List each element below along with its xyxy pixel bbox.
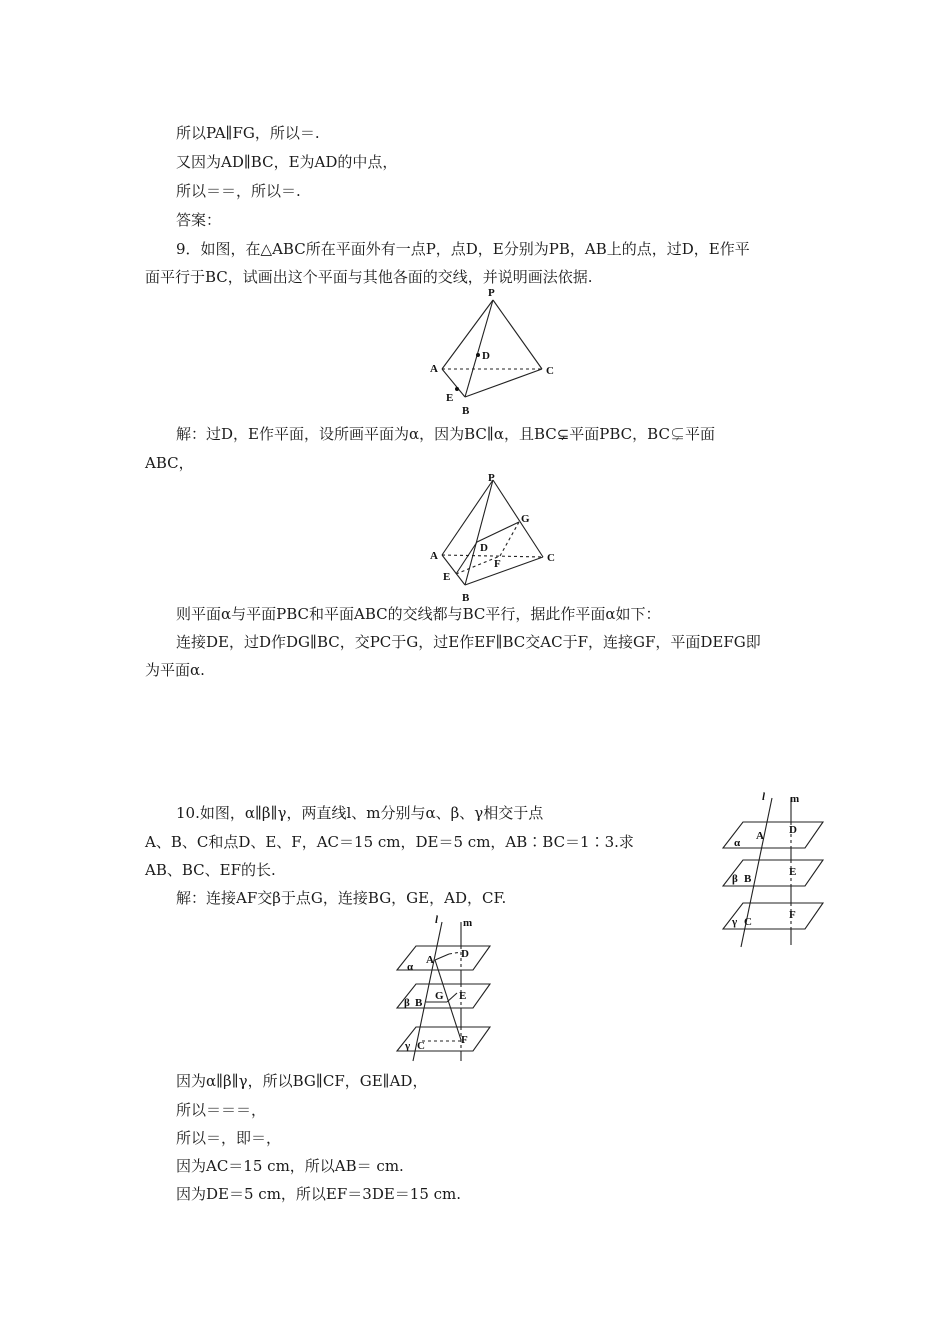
solution-9-line-1: 解：过D，E作平面，设所画平面为α，因为BC∥α，且BC⊊平面PBC，BC⊊平面 — [176, 425, 715, 443]
problem-10-line-1: 10.如图，α∥β∥γ，两直线l、m分别与α、β、γ相交于点 — [176, 804, 544, 822]
label-F: F — [789, 909, 796, 921]
tetrahedron-section-drawing — [420, 470, 570, 605]
label-G: G — [435, 990, 444, 1002]
plane-gamma-label: γ — [405, 1040, 411, 1052]
problem-10-line-3: AB、BC、EF的长. — [145, 861, 276, 879]
line-m-label: m — [790, 793, 800, 805]
solution-10-line-2: 因为α∥β∥γ，所以BG∥CF，GE∥AD， — [176, 1072, 428, 1090]
label-D: D — [480, 542, 488, 554]
label-E: E — [443, 571, 451, 583]
label-B: B — [744, 873, 752, 885]
label-E: E — [789, 866, 797, 878]
solution-10-line-5: 因为AC＝15 cm，所以AB＝ cm. — [176, 1157, 404, 1175]
label-P: P — [488, 472, 495, 484]
label-B: B — [415, 997, 423, 1009]
problem-9-line-1: 9．如图，在△ABC所在平面外有一点P，点D，E分别为PB，AB上的点，过D，E作平 — [176, 240, 750, 258]
label-A: A — [426, 954, 434, 966]
text-line-1: 所以PA∥FG，所以＝. — [176, 124, 320, 142]
parallel-planes-figure — [722, 785, 827, 950]
plane-alpha-label: α — [407, 961, 414, 973]
problem-10-line-2: A、B、C和点D、E、F，AC＝15 cm，DE＝5 cm，AB∶BC＝1∶3.求 — [145, 833, 634, 851]
label-D: D — [482, 350, 490, 362]
solution-9-line-5: 为平面α. — [145, 661, 205, 679]
solution-10-line-1: 解：连接AF交β于点G，连接BG，GE，AD，CF. — [176, 889, 507, 907]
label-E: E — [459, 990, 467, 1002]
label-G: G — [521, 513, 530, 525]
solution-9-line-3: 则平面α与平面PBC和平面ABC的交线都与BC平行，据此作平面α如下： — [176, 605, 661, 623]
tetrahedron-section-figure — [420, 470, 570, 605]
plane-beta-label: β — [732, 873, 738, 885]
label-D: D — [461, 948, 469, 960]
tetrahedron-figure — [420, 285, 570, 420]
solution-9-line-2: ABC， — [145, 454, 194, 472]
label-C: C — [744, 916, 752, 928]
label-A: A — [430, 550, 438, 562]
solution-10-line-3: 所以＝＝＝， — [176, 1101, 267, 1119]
text-line-4: 答案： — [176, 211, 222, 229]
label-E: E — [446, 392, 454, 404]
parallel-planes-drawing — [722, 785, 827, 950]
plane-gamma-label: γ — [732, 916, 738, 928]
label-A: A — [756, 830, 764, 842]
plane-beta-label: β — [404, 997, 410, 1009]
solution-10-line-6: 因为DE＝5 cm，所以EF＝3DE＝15 cm. — [176, 1185, 462, 1203]
label-C: C — [417, 1040, 425, 1052]
line-l-label: l — [762, 791, 766, 803]
label-A: A — [430, 363, 438, 375]
line-m-label: m — [463, 917, 473, 929]
label-B: B — [462, 405, 470, 417]
problem-9-line-2: 面平行于BC，试画出这个平面与其他各面的交线，并说明画法依据. — [145, 268, 593, 286]
label-C: C — [547, 552, 555, 564]
label-F: F — [461, 1034, 468, 1046]
label-B: B — [462, 592, 470, 604]
label-P: P — [488, 287, 495, 299]
parallel-planes-solution-figure — [395, 908, 495, 1063]
label-D: D — [789, 824, 797, 836]
solution-10-line-4: 所以＝，即＝， — [176, 1129, 282, 1147]
label-C: C — [546, 365, 554, 377]
solution-9-line-4: 连接DE，过D作DG∥BC，交PC于G，过E作EF∥BC交AC于F，连接GF，平面DEFG即 — [176, 633, 761, 651]
tetrahedron-drawing — [420, 285, 570, 420]
text-line-3: 所以＝＝，所以＝. — [176, 182, 301, 200]
text-line-2: 又因为AD∥BC，E为AD的中点， — [176, 153, 398, 171]
line-l-label: l — [435, 914, 439, 926]
plane-alpha-label: α — [734, 837, 741, 849]
label-F: F — [494, 558, 501, 570]
